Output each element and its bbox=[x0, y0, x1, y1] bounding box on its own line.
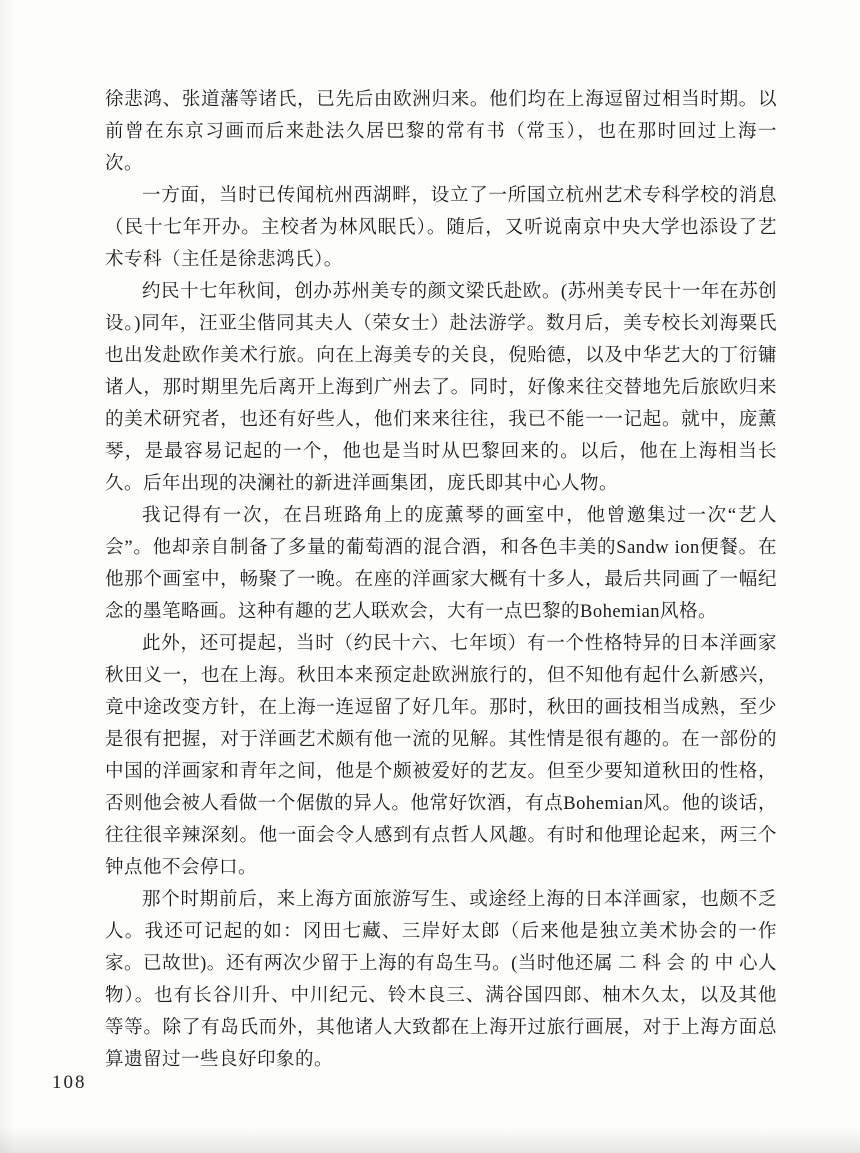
body-text bbox=[105, 84, 777, 1076]
paragraph: 一方面，当时已传闻杭州西湖畔，设立了一所国立杭州艺术专科学校的消息（民十七年开办。主校者为林风眠氏）。随后，又听说南京中央大学也添设了艺术专科（主任是徐悲鸿氏）。 bbox=[105, 186, 777, 270]
paragraph: 我记得有一次，在吕班路角上的庞薰琴的画室中，他曾邀集过一次“艺人会”。他却亲自制备了多量的葡萄酒的混合酒，和各色丰美的Sandw ion便餐。在他那个画室中，畅聚了一晚。在座的洋画家大概有十多人，最后共同画了一幅纪念的墨笔略画。这种有趣的艺人联欢会，大有一点巴黎的Bohemian风格。 bbox=[105, 506, 777, 622]
paragraph-continuation: 徐悲鸿、张道藩等诸氏，已先后由欧洲归来。他们均在上海逗留过相当时期。以前曾在东京习画而后来赴法久居巴黎的常有书（常玉），也在那时回过上海一次。 bbox=[105, 90, 777, 174]
paragraph: 那个时期前后，来上海方面旅游写生、或途经上海的日本洋画家，也颇不乏人。我还可记起的如：冈田七藏、三岸好太郎（后来他是独立美术协会的一作家。已故世)。还有两次少留于上海的有岛生马。(当时他还属 二 科 会 的 中 心人物）。也有长谷川升、中川纪元、铃木良三、满谷国四郎、柚木久太，以及其他等等。除了有岛氏而外，其他诸人大致都在上海开过旅行画展，对于上海方面总算遗留过一些良好印象的。 bbox=[105, 890, 777, 1070]
paragraph: 此外，还可提起，当时（约民十六、七年顷）有一个性格特异的日本洋画家秋田义一，也在上海。秋田本来预定赴欧洲旅行的，但不知他有起什么新感兴，竟中途改变方针，在上海一连逗留了好几年。那时，秋田的画技相当成熟，至少是很有把握，对于洋画艺术颇有他一流的见解。其性情是很有趣的。在一部份的中国的洋画家和青年之间，他是个颇被爱好的艺友。但至少要知道秋田的性格，否则他会被人看做一个倨傲的异人。他常好饮酒，有点Bohemian风。他的谈话，往往很辛辣深刻。他一面会令人感到有点哲人风趣。有时和他理论起来，两三个钟点他不会停口。 bbox=[105, 634, 777, 878]
page-number: 108 bbox=[52, 1072, 87, 1093]
paragraph: 约民十七年秋间，创办苏州美专的颜文梁氏赴欧。(苏州美专民十一年在苏创设。)同年，汪亚尘偕同其夫人（荣女士）赴法游学。数月后，美专校长刘海粟氏也出发赴欧作美术行旅。向在上海美专的关良，倪贻德，以及中华艺大的丁衍镛诸人，那时期里先后离开上海到广州去了。同时，好像来往交替地先后旅欧归来的美术研究者，也还有好些人，他们来来往往，我已不能一一记起。就中，庞薰琴，是最容易记起的一个，他也是当时从巴黎回来的。以后，他在上海相当长久。后年出现的决澜社的新进洋画集团，庞氏即其中心人物。 bbox=[105, 282, 777, 494]
